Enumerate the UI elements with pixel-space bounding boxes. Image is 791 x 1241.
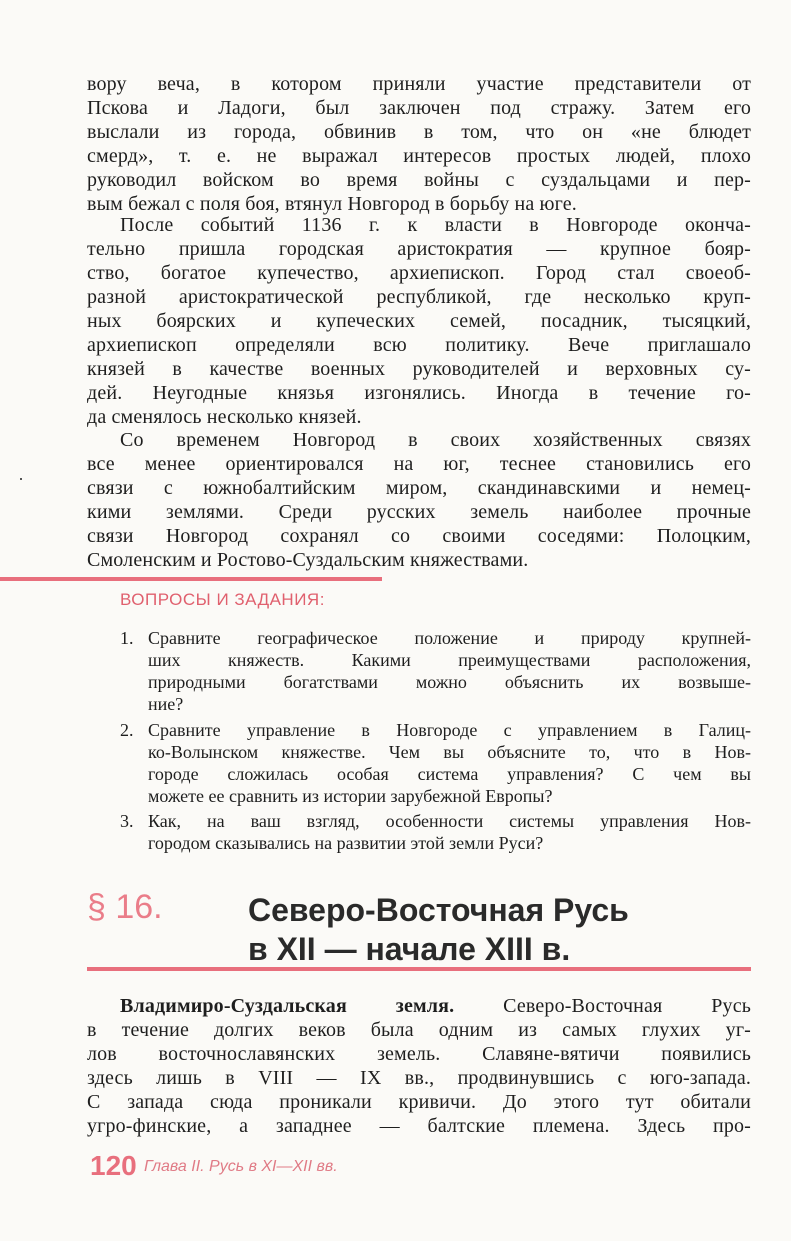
body-line: князей в качестве военных руководителей и верховных су- bbox=[87, 358, 751, 380]
body-line: связи с южнобалтийским миром, скандинавскими и немец- bbox=[87, 477, 751, 499]
body-line: архиепископ определяли всю политику. Вече приглашало bbox=[87, 334, 751, 356]
questions-rule bbox=[0, 577, 382, 581]
question-line: Сравните географическое положение и природу крупней- bbox=[148, 628, 751, 648]
body-line: вым бежал с поля боя, втянул Новгород в борьбу на юге. bbox=[87, 193, 577, 215]
body-line: в течение долгих веков была одним из самых глухих уг- bbox=[87, 1019, 751, 1041]
body-line: все менее ориентировался на юг, теснее становились его bbox=[87, 453, 751, 475]
body-line: здесь лишь в VIII — IX вв., продвинувшись с юго-запада. bbox=[87, 1067, 751, 1089]
first-line-rest: Северо-Восточная Русь bbox=[454, 995, 751, 1017]
running-title: Глава II. Русь в XI—XII вв. bbox=[144, 1158, 338, 1175]
questions-heading: ВОПРОСЫ И ЗАДАНИЯ: bbox=[120, 590, 325, 609]
subsection-lead: Владимиро-Суздальская земля. bbox=[120, 995, 455, 1017]
body-line: Смоленским и Ростово-Суздальским княжествами. bbox=[87, 549, 529, 571]
body-line: С запада сюда проникали кривичи. До этого тут обитали bbox=[87, 1091, 751, 1113]
body-line: ство, богатое купечество, архиепископ. Город стал своеоб- bbox=[87, 262, 751, 284]
body-line: угро-финские, а западнее — балтские племена. Здесь про- bbox=[87, 1115, 751, 1137]
question-line: ние? bbox=[148, 694, 184, 714]
question-line: природными богатствами можно объяснить их возвыше- bbox=[148, 672, 751, 692]
body-line: смерд», т. е. не выражал интересов простых людей, плохо bbox=[87, 145, 751, 167]
body-line: связи Новгород сохранял со своими соседями: Полоцким, bbox=[87, 525, 751, 547]
question-line: ших княжеств. Какими преимуществами расположения, bbox=[148, 650, 751, 670]
body-line: лов восточнославянских земель. Славяне-вятичи появились bbox=[87, 1043, 751, 1065]
body-line: вору веча, в котором приняли участие представители от bbox=[87, 73, 751, 95]
question-line: Сравните управление в Новгороде с управлением в Галиц- bbox=[148, 720, 751, 740]
body-line: После событий 1136 г. к власти в Новгороде оконча- bbox=[120, 214, 751, 236]
body-line: Со временем Новгород в своих хозяйственных связях bbox=[120, 429, 751, 451]
body-line: руководил войском во время войны с суздальцами и пер- bbox=[87, 169, 751, 191]
section-number: § 16. bbox=[87, 888, 163, 926]
body-line: выслали из города, обвинив в том, что он «не блюдет bbox=[87, 121, 751, 143]
section-rule bbox=[87, 967, 751, 971]
scan-speck bbox=[20, 478, 22, 480]
body-line: кими землями. Среди русских земель наиболее прочные bbox=[87, 501, 751, 523]
body-line: дей. Неугодные князья изгонялись. Иногда в течение го- bbox=[87, 382, 751, 404]
body-line: разной аристократической республикой, где несколько круп- bbox=[87, 286, 751, 308]
question-line: ко-Волынском княжестве. Чем вы объясните то, что в Нов- bbox=[148, 742, 751, 762]
question-line: Как, на ваш взгляд, особенности системы управления Нов- bbox=[148, 811, 751, 831]
page-number: 120 bbox=[90, 1150, 137, 1181]
question-line: городом сказывались на развитии этой земли Руси? bbox=[148, 833, 544, 853]
section-title-line1: Северо-Восточная Русь bbox=[248, 892, 629, 928]
question-number: 3. bbox=[120, 811, 134, 831]
section-title-line2: в XII — начале XIII в. bbox=[248, 931, 571, 967]
body-line: тельно пришла городская аристократия — крупное бояр- bbox=[87, 238, 751, 260]
body-line: да сменялось несколько князей. bbox=[87, 406, 362, 428]
body-line: Пскова и Ладоги, был заключен под стражу. Затем его bbox=[87, 97, 751, 119]
section-first-line bbox=[120, 994, 751, 1018]
question-line: можете ее сравнить из истории зарубежной Европы? bbox=[148, 786, 553, 806]
body-line: ных боярских и купеческих семей, посадник, тысяцкий, bbox=[87, 310, 751, 332]
question-line: городе сложилась особая система управления? С чем вы bbox=[148, 764, 751, 784]
question-number: 2. bbox=[120, 720, 134, 740]
question-number: 1. bbox=[120, 628, 134, 648]
